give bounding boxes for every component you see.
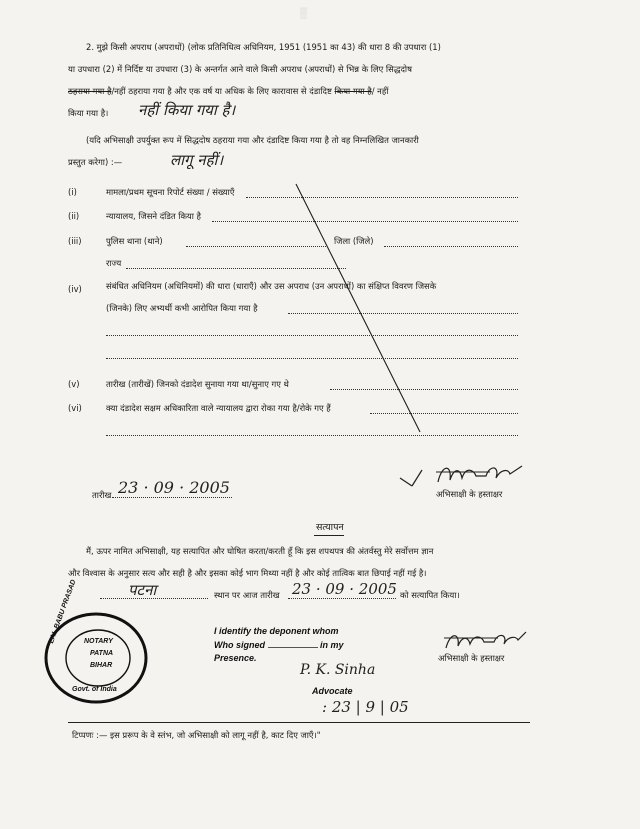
date-blank [112, 497, 232, 498]
item-v-num: (v) [68, 379, 80, 389]
advocate-label: Advocate [312, 686, 353, 696]
item-iii-label: पुलिस थाना (थाने) [106, 236, 163, 246]
stamp-inner-1: NOTARY [84, 638, 113, 645]
stamp-bottom-text: Govt. of India [72, 686, 117, 693]
item-vi-num: (vi) [68, 403, 82, 413]
para2-line3-rest: /नहीं ठहराया गया है और एक वर्ष या अधिक के लिए कारावास से दंडादिष्ट [111, 86, 332, 96]
item-ii-label: न्यायालय, जिसने दंडित किया है [106, 211, 202, 221]
advocate-date-handwritten: : 23 | 9 | 05 [322, 698, 409, 716]
verification-date-blank [288, 598, 396, 599]
notary-identify-redacted [268, 647, 318, 648]
not-applicable-handwritten: लागू नहीं। [170, 151, 224, 169]
verification-line3-end: को सत्यापित किया। [400, 590, 460, 600]
verification-heading-underline [314, 535, 344, 536]
item-ii-num: (ii) [68, 211, 80, 221]
para2-line1: 2. मुझे किसी अपराध (अपराधों) (लोक प्रतिनिधित्व अधिनियम, 1951 (1951 का 43) की धारा 8 की उपधारा (1) [86, 42, 441, 52]
para2-line2: या उपधारा (2) में निर्दिष्ट या उपधारा (3) के अन्तर्गत आने वाले किसी अपराध (अपराधों) से भिन्न के लिए सिद्धदोष [68, 64, 412, 74]
item-iii-district-label: जिला (जिले) [334, 236, 374, 246]
notary-identify-line3: Presence. [214, 653, 257, 663]
notary-identify-line2 [214, 640, 344, 650]
para2-line3-end: / नहीं [371, 86, 389, 96]
place-blank [100, 598, 208, 599]
item-v-label: तारीख (तारीखें) जिनको दंडादेश सुनाया गया था/सुनाए गए थे [106, 379, 289, 389]
conditional-intro-line2: प्रस्तुत करेगा) :— [68, 157, 123, 167]
verification-line2: और विश्वास के अनुसार सत्य और सही है और इसका कोई भाग मिथ्या नहीं है और कोई तात्विक बात छिपाई नहीं गई है। [68, 568, 427, 578]
stamp-inner-3: BIHAR [90, 662, 113, 669]
verification-line3: स्थान पर आज तारीख [214, 590, 280, 600]
item-iv-line2: (जिनके) लिए अभ्यर्थी कभी आरोपित किया गया है [106, 303, 258, 313]
stamp-inner-2: PATNA [90, 650, 114, 657]
verification-heading: सत्यापन [316, 522, 344, 533]
item-iv-num: (iv) [68, 284, 82, 294]
notary-identify-text-2: Who signed [214, 640, 265, 650]
para2-struck-text: ठहराया गया है [68, 86, 112, 96]
stamp-outer-text: LAL BABU PRASAD [48, 578, 78, 645]
footnote: टिप्पणः :— इस प्ररूप के वे स्तंभ, जो अभिसाक्षी को लागू नहीं है, काट दिए जाएँ।" [72, 730, 321, 740]
notary-identify-text-2b: in my [320, 640, 344, 650]
item-i-num: (i) [68, 187, 77, 197]
footnote-rule [68, 722, 530, 723]
date-handwritten: 23 · 09 · 2005 [118, 478, 230, 497]
deponent-signature-label-2: अभिसाक्षी के हस्ताक्षर [438, 653, 505, 663]
para2-struck-text-2: किया गया है [334, 86, 372, 96]
place-handwritten: पटना [128, 581, 157, 599]
item-i-label: मामला/प्रथम सूचना रिपोर्ट संख्या / संख्याएँ [106, 187, 235, 197]
item-iii-state-label: राज्य [106, 258, 122, 268]
verification-line1: मैं, ऊपर नामित अभिसाक्षी, यह सत्यापित और घोषित करता/करती हूँ कि इस शपथपत्र की अंतर्वस्तु मेरे सर्वोत्तम ज्ञान [86, 546, 434, 556]
para2-handwritten-answer: नहीं किया गया है। [138, 101, 236, 119]
notary-identify-line1 [214, 626, 339, 636]
conditional-intro-line1: (यदि अभिसाक्षी उपर्युक्त रूप में सिद्धदोष ठहराया गया और दंडादिष्ट किया गया है तो वह निम्नलिखित जानकारी [86, 135, 419, 145]
deponent-signature-1 [430, 460, 530, 490]
deponent-signature-2 [440, 626, 530, 654]
para2-line4: किया गया है। [68, 108, 109, 118]
advocate-signature: P. K. Sinha [300, 662, 376, 678]
date-label: तारीख [92, 490, 112, 500]
notary-identify-text-1b: whom [312, 626, 339, 636]
item-iii-num: (iii) [68, 236, 82, 246]
deponent-signature-label-1: अभिसाक्षी के हस्ताक्षर [436, 489, 503, 499]
notary-identify-text-1: I identify the deponent [214, 626, 310, 636]
verification-date-handwritten: 23 · 09 · 2005 [292, 580, 397, 598]
item-iv-line1: संबंधित अधिनियम (अधिनियमों) की धारा (धाराएँ) और उस अपराध (उन अपराधों) का संक्षिप्त विवरण जिसके [106, 281, 437, 291]
bleed-through-mark: ▒ [300, 8, 308, 19]
item-vi-label: क्या दंडादेश सक्षम अधिकारिता वाले न्यायालय द्वारा रोका गया है/रोके गए हैं [106, 403, 331, 413]
